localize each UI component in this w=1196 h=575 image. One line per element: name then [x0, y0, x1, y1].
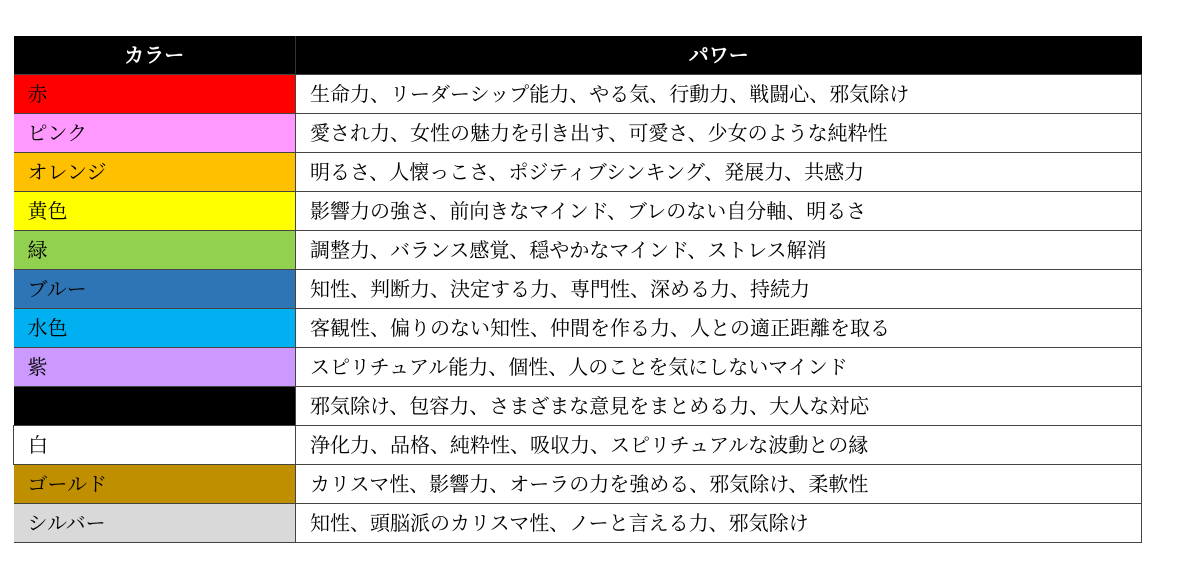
table-row — [14, 309, 1142, 348]
power-cell: 生命力、リーダーシップ能力、やる気、行動力、戦闘心、邪気除け — [296, 75, 1142, 114]
table-row — [14, 231, 1142, 270]
color-cell: 緑 — [14, 231, 296, 270]
table-row — [14, 270, 1142, 309]
table-row — [14, 504, 1142, 543]
power-cell: 知性、判断力、決定する力、専門性、深める力、持続力 — [296, 270, 1142, 309]
color-cell: 赤 — [14, 75, 296, 114]
table-body — [14, 75, 1142, 543]
power-cell: 客観性、偏りのない知性、仲間を作る力、人との適正距離を取る — [296, 309, 1142, 348]
color-cell: 白 — [14, 426, 296, 465]
color-cell: 水色 — [14, 309, 296, 348]
color-cell: ゴールド — [14, 465, 296, 504]
power-cell: スピリチュアル能力、個性、人のことを気にしないマインド — [296, 348, 1142, 387]
color-cell: 黄色 — [14, 192, 296, 231]
color-cell: シルバー — [14, 504, 296, 543]
power-cell: 影響力の強さ、前向きなマインド、ブレのない自分軸、明るさ — [296, 192, 1142, 231]
color-cell: ピンク — [14, 114, 296, 153]
power-cell: 明るさ、人懐っこさ、ポジティブシンキング、発展力、共感力 — [296, 153, 1142, 192]
power-cell: カリスマ性、影響力、オーラの力を強める、邪気除け、柔軟性 — [296, 465, 1142, 504]
table-row — [14, 348, 1142, 387]
color-cell: 紫 — [14, 348, 296, 387]
color-power-table — [13, 36, 1142, 543]
table-row — [14, 192, 1142, 231]
table-row — [14, 387, 1142, 426]
power-cell: 知性、頭脳派のカリスマ性、ノーと言える力、邪気除け — [296, 504, 1142, 543]
color-cell: オレンジ — [14, 153, 296, 192]
power-cell: 浄化力、品格、純粋性、吸収力、スピリチュアルな波動との縁 — [296, 426, 1142, 465]
table-header-row — [14, 36, 1142, 75]
power-cell: 邪気除け、包容力、さまざまな意見をまとめる力、大人な対応 — [296, 387, 1142, 426]
header-color: カラー — [14, 36, 296, 75]
table-row — [14, 114, 1142, 153]
table-row — [14, 153, 1142, 192]
table-row — [14, 426, 1142, 465]
color-cell — [14, 387, 296, 426]
power-cell: 愛され力、女性の魅力を引き出す、可愛さ、少女のような純粋性 — [296, 114, 1142, 153]
table-row — [14, 75, 1142, 114]
header-power: パワー — [296, 36, 1142, 75]
color-cell: ブルー — [14, 270, 296, 309]
table-row — [14, 465, 1142, 504]
power-cell: 調整力、バランス感覚、穏やかなマインド、ストレス解消 — [296, 231, 1142, 270]
